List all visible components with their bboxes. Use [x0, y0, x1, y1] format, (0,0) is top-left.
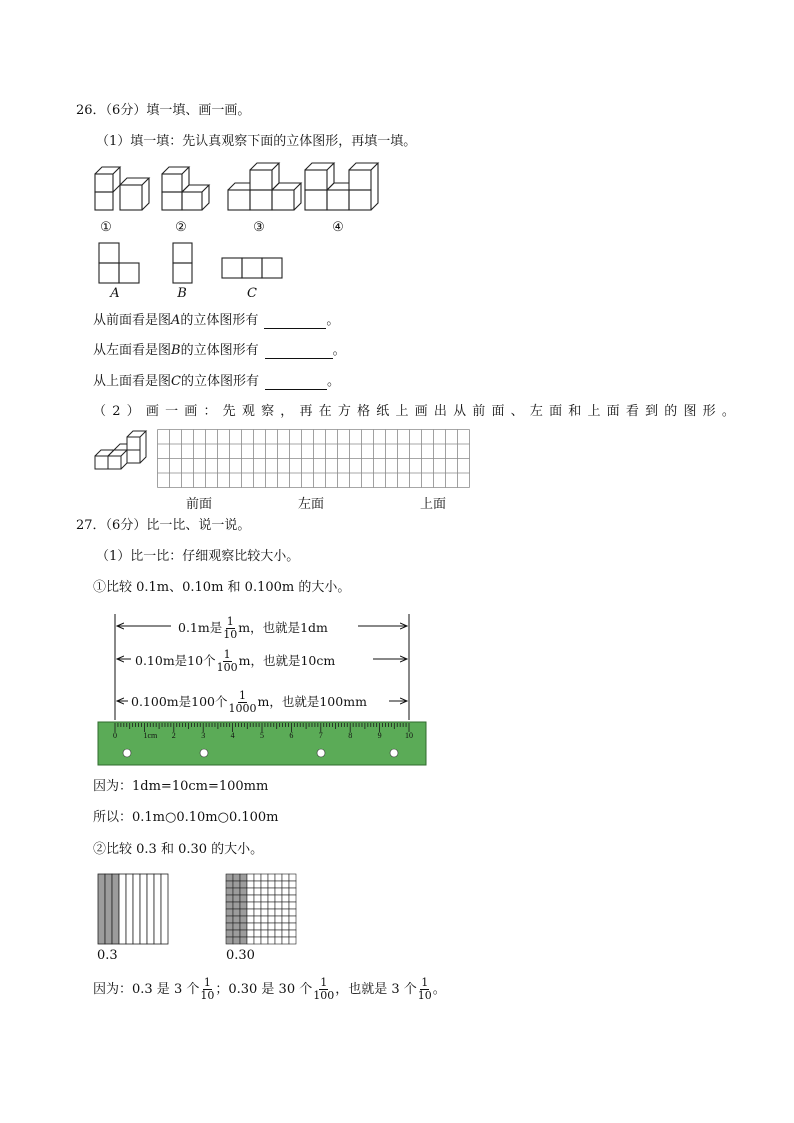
hundredth-cell — [226, 895, 233, 902]
ruler-line-1: 0.1m是 $\frac{1}{10}$ m，也就是1dm — [178, 615, 328, 641]
hundredth-cell — [226, 937, 233, 944]
hundredth-cell — [261, 874, 268, 881]
hundredth-cell — [275, 881, 282, 888]
hundredth-cell — [247, 916, 254, 923]
grid-label-top: 上面 — [420, 497, 447, 512]
hundredth-cell — [261, 937, 268, 944]
view-label-c: C — [247, 286, 257, 301]
view-label-a: A — [110, 286, 120, 301]
hundredth-cell — [282, 923, 289, 930]
hundredth-cell — [226, 902, 233, 909]
ruler-tick-label: 8 — [348, 731, 353, 740]
answer-blank-top[interactable] — [265, 377, 327, 390]
hundredth-cell — [247, 937, 254, 944]
ruler-tick-label: 6 — [289, 731, 294, 740]
hundredth-cell — [275, 888, 282, 895]
hundredth-cell — [275, 874, 282, 881]
q26-part2: （2）画一画：先观察，再在方格纸上画出从前面、左面和上面看到的图形。 — [93, 404, 742, 419]
hundredth-cell — [233, 937, 240, 944]
hundredth-cell — [261, 881, 268, 888]
hundredth-cell — [233, 874, 240, 881]
hundredth-cell — [233, 923, 240, 930]
ruler-tick-label: 5 — [260, 731, 264, 740]
fill-line-front: 从前面看是图A的立体图形有 。 — [93, 313, 340, 328]
hundredth-cell — [226, 881, 233, 888]
because-fractions: 因为：0.3 是 3 个 $\frac{1}{10}$ ；0.30 是 30 个 $\frac{1}{100}$ ，也就是 3 个 $\frac{1}{10}$ 。 — [93, 976, 446, 1002]
hundredth-cell — [268, 874, 275, 881]
hundredth-cell — [233, 916, 240, 923]
hundredth-cell — [254, 874, 261, 881]
square-label-hundredths: 0.30 — [226, 948, 255, 963]
ruler-line-3: 0.100m是100个 $\frac{1}{1000}$ m，也就是100mm — [131, 689, 367, 715]
hundredth-cell — [240, 895, 247, 902]
hundredth-cell — [247, 930, 254, 937]
hundredth-cell — [289, 874, 296, 881]
hundredth-cell — [289, 902, 296, 909]
shape-3 — [228, 163, 301, 210]
hundredth-cell — [289, 881, 296, 888]
view-a — [99, 243, 139, 283]
ruler-tick-label: 0 — [113, 731, 117, 740]
hundredth-cell — [254, 923, 261, 930]
hundredth-cell — [254, 881, 261, 888]
ruler-tick-label: 9 — [377, 731, 382, 740]
decimal-squares — [96, 872, 306, 947]
hundredth-cell — [275, 923, 282, 930]
hundredth-cell — [254, 930, 261, 937]
hundredth-cell — [254, 916, 261, 923]
view-figures — [96, 240, 296, 290]
tenth-strip — [161, 874, 168, 944]
hundredth-cell — [282, 937, 289, 944]
hundredth-cell — [268, 930, 275, 937]
fill-line-top: 从上面看是图C的立体图形有 。 — [93, 374, 340, 389]
hundredth-cell — [247, 923, 254, 930]
hundredth-cell — [282, 902, 289, 909]
ruler-tick-label: 2 — [171, 731, 176, 740]
hundredth-cell — [275, 895, 282, 902]
hundredth-cell — [289, 937, 296, 944]
hundredth-cell — [254, 909, 261, 916]
hundredth-cell — [275, 909, 282, 916]
hundredth-cell — [289, 888, 296, 895]
hundredth-cell — [247, 888, 254, 895]
hundredth-cell — [247, 895, 254, 902]
hundredth-cell — [268, 888, 275, 895]
hundredth-cell — [240, 916, 247, 923]
tenth-strip — [147, 874, 154, 944]
hundredth-cell — [226, 909, 233, 916]
hundredth-cell — [254, 895, 261, 902]
tenth-strip — [119, 874, 126, 944]
grid-paper[interactable] — [157, 429, 473, 489]
hundredth-cell — [268, 902, 275, 909]
hundredth-cell — [268, 923, 275, 930]
hundredth-cell — [268, 916, 275, 923]
tenth-strip — [140, 874, 147, 944]
shape-4 — [305, 163, 378, 210]
hundredth-cell — [226, 916, 233, 923]
hundredth-cell — [240, 923, 247, 930]
hundredth-cell — [240, 930, 247, 937]
shape-1 — [95, 167, 149, 210]
q26-title: 26．（6分）填一填、画一画。 — [76, 103, 251, 118]
hundredth-cell — [289, 895, 296, 902]
square-label-tenths: 0.3 — [97, 948, 118, 963]
tenth-strip — [133, 874, 140, 944]
q26-part1: （1）填一填：先认真观察下面的立体图形，再填一填。 — [96, 134, 417, 149]
ruler-tick-label: 4 — [230, 731, 235, 740]
hundredth-cell — [254, 902, 261, 909]
part2-cube-figure — [92, 434, 152, 484]
hundredth-cell — [261, 895, 268, 902]
hundredth-cell — [261, 909, 268, 916]
so-compare: 所以：0.1m○0.10m○0.100m — [93, 810, 279, 825]
hundredth-cell — [226, 874, 233, 881]
tenth-strip — [112, 874, 119, 944]
q27-part1: （1）比一比：仔细观察比较大小。 — [96, 549, 300, 564]
hundredth-cell — [233, 881, 240, 888]
hundredth-cell — [247, 902, 254, 909]
hundredth-cell — [240, 909, 247, 916]
hundredth-cell — [247, 881, 254, 888]
hundredth-cell — [289, 909, 296, 916]
cube-figures — [90, 160, 390, 220]
tenth-strip — [105, 874, 112, 944]
hundredth-cell — [240, 881, 247, 888]
grid-label-front: 前面 — [186, 497, 213, 512]
hundredth-cell — [247, 874, 254, 881]
ruler-tick-label: 3 — [201, 731, 206, 740]
answer-blank-left[interactable] — [265, 346, 333, 359]
tenth-strip — [126, 874, 133, 944]
hundredth-cell — [233, 888, 240, 895]
hundredth-cell — [261, 930, 268, 937]
hundredth-cell — [261, 902, 268, 909]
hundredth-cell — [282, 895, 289, 902]
hundredth-cell — [254, 937, 261, 944]
hundredth-cell — [261, 923, 268, 930]
hundredth-cell — [275, 930, 282, 937]
hundredth-cell — [261, 888, 268, 895]
hundredth-cell — [233, 895, 240, 902]
hundredth-cell — [226, 888, 233, 895]
answer-blank-front[interactable] — [264, 316, 326, 329]
shape-label-1: ① — [100, 220, 112, 235]
hundredth-cell — [254, 888, 261, 895]
hundredth-cell — [282, 916, 289, 923]
ruler-tick-label: 1cm — [143, 731, 158, 740]
hundredth-cell — [268, 881, 275, 888]
view-b — [173, 243, 192, 283]
shape-label-2: ② — [175, 220, 187, 235]
shape-label-3: ③ — [253, 220, 265, 235]
hundredth-cell — [289, 916, 296, 923]
hundredth-cell — [226, 923, 233, 930]
hundredth-cell — [226, 930, 233, 937]
hundredth-cell — [275, 937, 282, 944]
hundredth-cell — [240, 937, 247, 944]
because-units: 因为：1dm=10cm=100mm — [93, 779, 269, 794]
hundredth-cell — [247, 909, 254, 916]
hundredth-cell — [282, 930, 289, 937]
q27-sub1: ①比较 0.1m、0.10m 和 0.100m 的大小。 — [93, 580, 351, 595]
ruler-tick-label: 7 — [318, 731, 323, 740]
hundredth-cell — [289, 923, 296, 930]
tenth-strip — [98, 874, 105, 944]
tenth-strip — [154, 874, 161, 944]
q27-sub2: ②比较 0.3 和 0.30 的大小。 — [93, 842, 264, 857]
hundredth-cell — [268, 937, 275, 944]
hundredth-cell — [233, 930, 240, 937]
hundredth-cell — [240, 902, 247, 909]
hundredth-cell — [233, 902, 240, 909]
hundredth-cell — [233, 909, 240, 916]
hundredth-cell — [282, 888, 289, 895]
ruler-line-2: 0.10m是10个 $\frac{1}{100}$ m，也就是10cm — [135, 648, 336, 674]
hundredth-cell — [289, 930, 296, 937]
hundredth-cell — [275, 916, 282, 923]
hundredth-cell — [261, 916, 268, 923]
hundredth-cell — [240, 874, 247, 881]
fill-line-left: 从左面看是图B的立体图形有 。 — [93, 343, 346, 358]
hundredth-cell — [268, 909, 275, 916]
view-c — [222, 258, 282, 278]
hundredth-cell — [240, 888, 247, 895]
q27-title: 27．（6分）比一比、说一说。 — [76, 518, 251, 533]
hundredth-cell — [282, 909, 289, 916]
ruler-tick-label: 10 — [405, 731, 413, 740]
hundredth-cell — [275, 902, 282, 909]
shape-2 — [162, 167, 209, 210]
grid-label-left: 左面 — [298, 497, 325, 512]
view-label-b: B — [177, 286, 187, 301]
hundredth-cell — [282, 874, 289, 881]
hundredth-cell — [268, 895, 275, 902]
shape-label-4: ④ — [332, 220, 344, 235]
hundredth-cell — [282, 881, 289, 888]
